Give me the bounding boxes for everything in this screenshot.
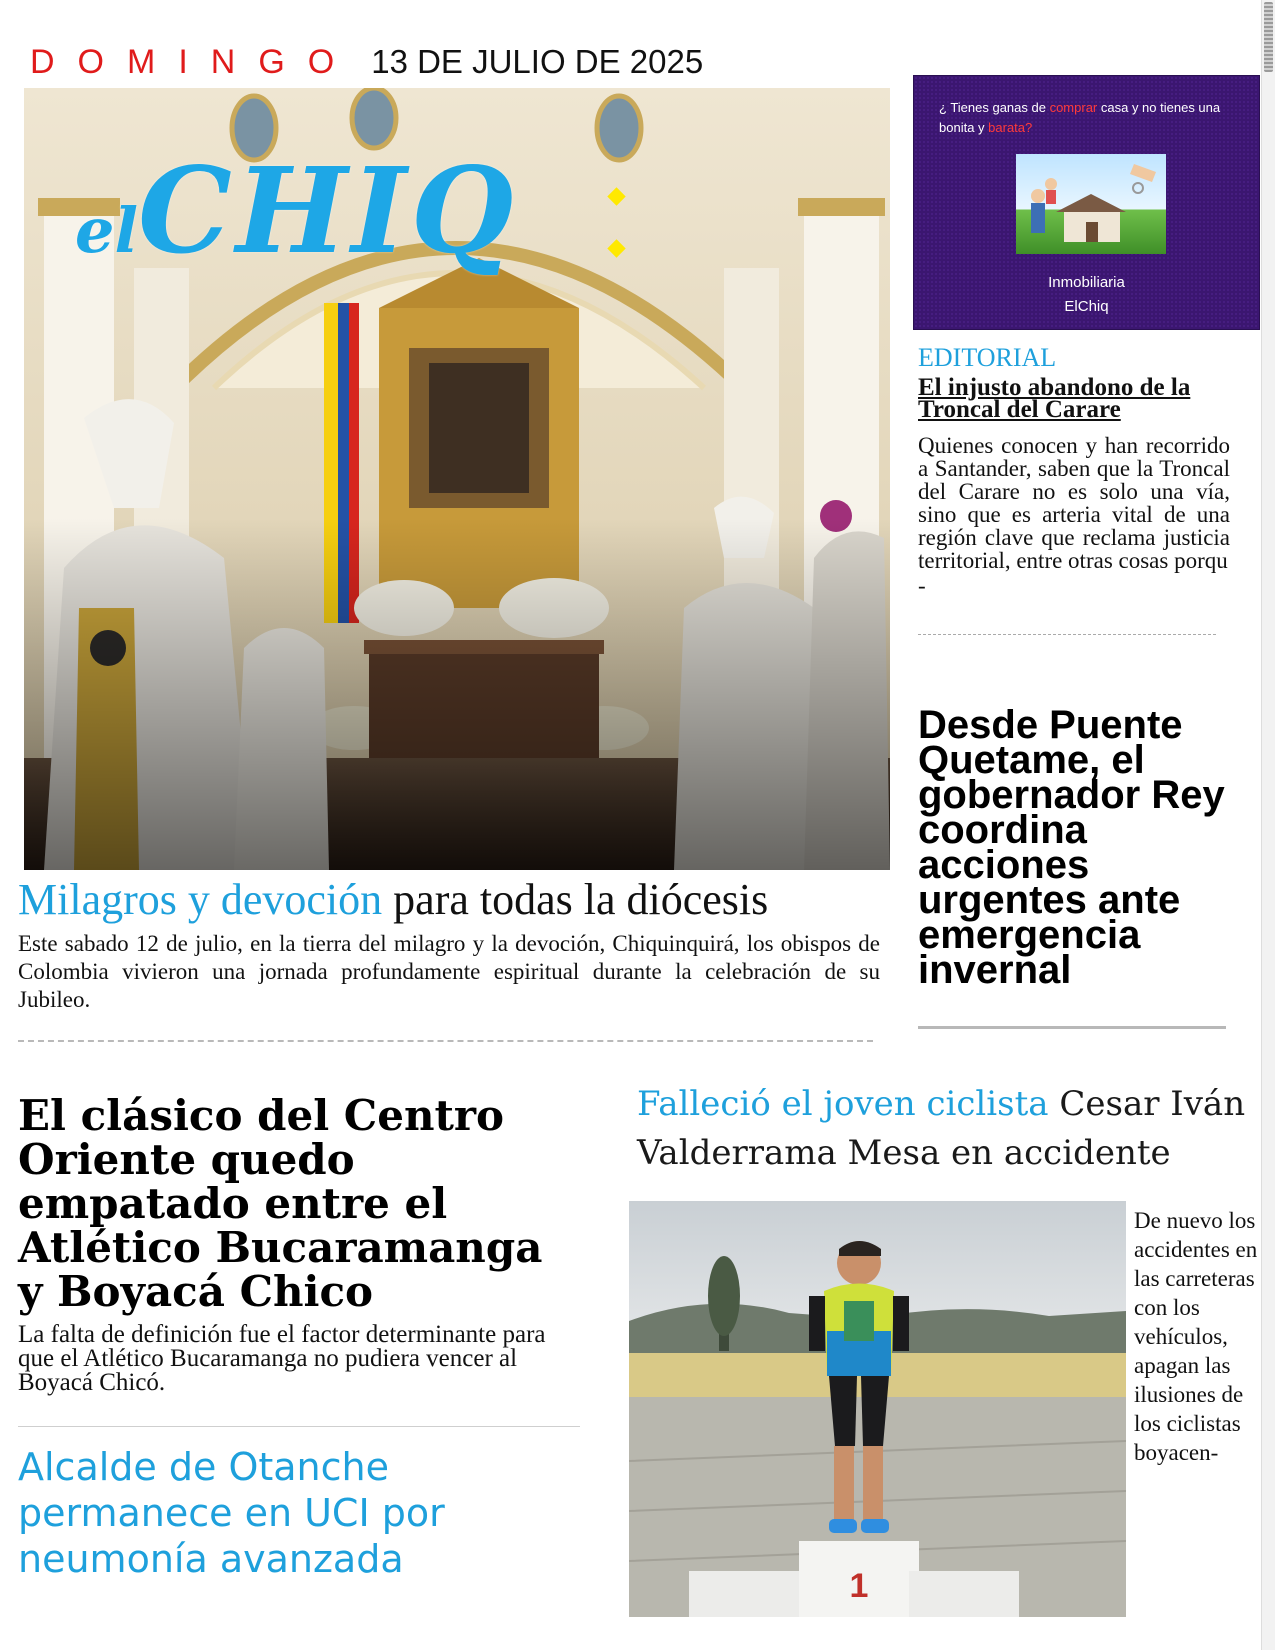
cyclist-body: De nuevo los accidentes en las carreteras con los vehículos, apagan las ilusiones de los ciclistas boyacen- [1134, 1208, 1258, 1465]
football-divider [18, 1426, 580, 1427]
side-headline[interactable]: Desde Puente Quetame, el gobernador Rey coordina acciones urgentes ante emergencia invernal [918, 703, 1225, 992]
day-label: DOMINGO [30, 42, 358, 81]
ad-text-highlight: barata? [988, 120, 1033, 135]
real-estate-ad[interactable] [913, 75, 1260, 330]
ad-brand [914, 271, 1259, 319]
ad-text-highlight: comprar [1049, 100, 1098, 115]
masthead-colon [608, 190, 628, 260]
vertical-scrollbar[interactable] [1261, 0, 1275, 1650]
section-divider [18, 1040, 873, 1042]
cyclist-headline-rest: Cesar Iván Valderrama Mesa en accidente [637, 1084, 1246, 1173]
editorial-body [918, 434, 1230, 597]
lead-body: Este sabado 12 de julio, en la tierra del milagro y la devoción, Chiquinquirá, los obispos de Colombia vivieron una jornada profundamente espiritual durante la celebración de su Jubileo. [18, 931, 880, 1012]
ad-text-part: ¿ Tienes ganas de [939, 100, 1050, 115]
side-divider [918, 1026, 1226, 1029]
dateline [30, 42, 703, 82]
cyclist-headline[interactable] [637, 1080, 1257, 1178]
football-body: La falta de definición fue el factor determinante para que el Atlético Bucaramanga no pudiera vencer al Boyacá Chicó. [18, 1321, 546, 1396]
cyclist-headline-highlight: Falleció el joven ciclista [637, 1084, 1049, 1124]
lead-headline-rest: para todas la diócesis [382, 875, 769, 924]
football-headline[interactable]: El clásico del Centro Oriente quedo empatado entre el Atlético Bucaramanga y Boyacá Chico [18, 1091, 543, 1316]
cyclist-photo[interactable] [629, 1201, 1126, 1617]
editorial-title[interactable]: El injusto abandono de la Troncal del Carare [918, 374, 1191, 423]
podium-number: 1 [849, 1567, 869, 1605]
ad-brand-line1: Inmobiliaria [1048, 274, 1125, 291]
otanche-headline[interactable]: Alcalde de Otanche permanece en UCI por neumonía avanzada [18, 1445, 445, 1581]
editorial-divider [918, 634, 1216, 635]
editorial-dash: - [918, 573, 926, 598]
scrollbar-thumb[interactable] [1264, 2, 1273, 72]
ad-brand-line2: ElChiq [1064, 298, 1109, 315]
date-label: 13 DE JULIO DE 2025 [371, 43, 704, 80]
masthead-prefix: el [75, 194, 138, 267]
lead-headline[interactable] [18, 876, 898, 924]
editorial-label: EDITORIAL [918, 343, 1057, 372]
cyclist-podium-illustration [629, 1201, 1126, 1617]
editorial-body-text: Quienes conocen y han recorrido a Santander, saben que la Troncal del Carare no es solo una vía, sino que es arteria vital de una región clave que reclama justicia territorial, entre otras cosas porqu [918, 433, 1230, 573]
masthead-logo[interactable] [75, 141, 518, 280]
ad-text-part: casa y no tienes una bonita y [939, 100, 1221, 135]
ad-family-house-image [1016, 154, 1166, 254]
masthead-name: CHIQ [138, 141, 518, 280]
ad-text [939, 98, 1239, 138]
lead-headline-highlight: Milagros y devoción [18, 875, 383, 924]
